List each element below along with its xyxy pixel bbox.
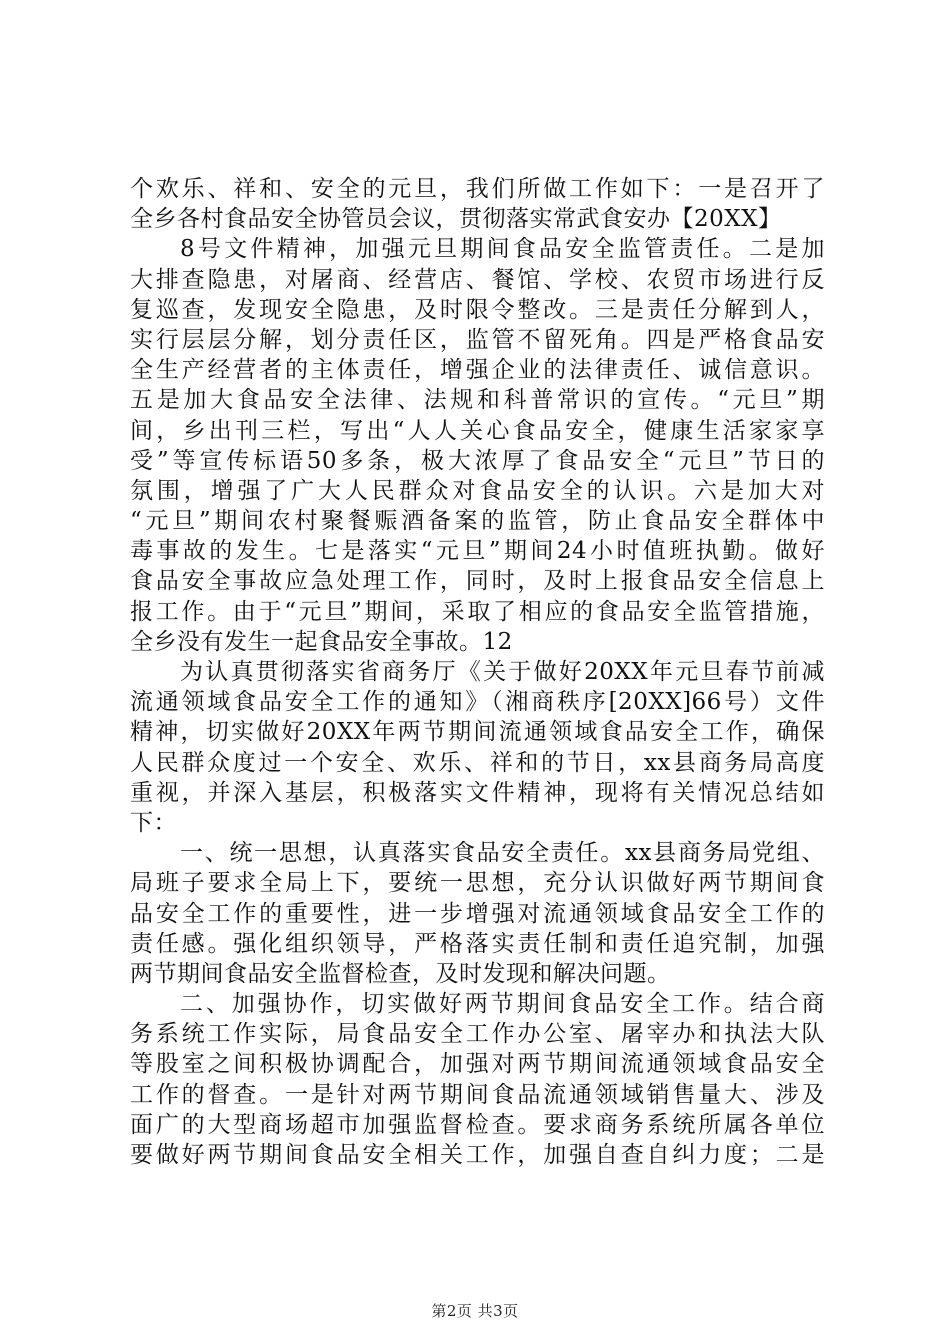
text-line: 五是加大食品安全法律、法规和科普常识的宣传。“元旦”期 <box>130 387 825 414</box>
text-line: 个欢乐、祥和、安全的元旦，我们所做工作如下：一是召开了 <box>130 176 825 202</box>
paragraph-p3 <box>130 657 825 838</box>
document-body <box>130 174 825 1170</box>
text-line: 重视，并深入基层，积极落实文件精神，现将有关情况总结如 <box>130 779 825 806</box>
paragraph-p1 <box>130 174 825 234</box>
paragraph-p2 <box>130 234 825 657</box>
text-line: 为认真贯彻落实省商务厅《关于做好20XX年元旦春节前减 <box>180 659 825 685</box>
paragraph-p5 <box>130 989 825 1170</box>
text-line: 全乡各村食品安全协管员会议，贯彻落实常武食安办【20XX】 <box>130 206 782 233</box>
text-line: 全生产经营者的主体责任，增强企业的法律责任、诚信意识。 <box>130 357 825 384</box>
text-line: “元旦”期间农村聚餐赈酒备案的监管，防止食品安全群体中 <box>130 508 825 535</box>
text-line: 实行层层分解，划分责任区，监管不留死角。四是严格食品安 <box>130 326 825 353</box>
text-line: 毒事故的发生。七是落实“元旦”期间24小时值班执勤。做好 <box>130 538 825 565</box>
text-line: 食品安全事故应急处理工作，同时，及时上报食品安全信息上 <box>130 568 825 595</box>
text-line: 局班子要求全局上下，要统一思想，充分认识做好两节期间食 <box>130 870 825 897</box>
text-line: 要做好两节期间食品安全相关工作，加强自查自纠力度；二是 <box>130 1142 825 1168</box>
text-line: 流通领域食品安全工作的通知》（湘商秩序[20XX]66号）文件 <box>130 689 825 716</box>
text-line: 8号文件精神，加强元旦期间食品安全监管责任。二是加 <box>180 236 825 263</box>
text-line: 全乡没有发生一起食品安全事故。12 <box>130 628 513 655</box>
text-line: 复巡查，发现安全隐患，及时限令整改。三是责任分解到人， <box>130 296 825 323</box>
text-line: 一、统一思想，认真落实食品安全责任。xx县商务局党组、 <box>180 840 825 867</box>
text-line: 两节期间食品安全监督检查，及时发现和解决问题。 <box>130 960 671 987</box>
text-line: 氛围，增强了广大人民群众对食品安全的认识。六是加大对 <box>130 477 825 504</box>
text-line: 品安全工作的重要性，进一步增强对流通领域食品安全工作的 <box>130 900 825 927</box>
page-number-label: 第2页 共3页 <box>431 1302 519 1320</box>
paragraph-p4 <box>130 838 825 989</box>
text-line: 务系统工作实际，局食品安全工作办公室、屠宰办和执法大队 <box>130 1021 825 1048</box>
page-footer <box>0 1300 950 1321</box>
text-line: 等股室之间积极协调配合，加强对两节期间流通领域食品安全 <box>130 1051 825 1078</box>
text-line: 受”等宣传标语50多条，极大浓厚了食品安全“元旦”节日的 <box>130 447 825 474</box>
text-line: 二、加强协作，切实做好两节期间食品安全工作。结合商 <box>180 991 825 1018</box>
text-line: 大排查隐患，对屠商、经营店、餐馆、学校、农贸市场进行反 <box>130 266 825 293</box>
text-line: 下： <box>130 809 177 836</box>
text-line: 工作的督查。一是针对两节期间食品流通领域销售量大、涉及 <box>130 1081 825 1108</box>
text-line: 面广的大型商场超市加强监督检查。要求商务系统所属各单位 <box>130 1111 825 1138</box>
text-line: 精神，切实做好20XX年两节期间流通领域食品安全工作，确保 <box>130 719 825 746</box>
text-line: 责任感。强化组织领导，严格落实责任制和责任追究制，加强 <box>130 930 825 957</box>
text-line: 报工作。由于“元旦”期间，采取了相应的食品安全监管措施， <box>130 598 825 625</box>
text-line: 间，乡出刊三栏，写出“人人关心食品安全，健康生活家家享 <box>130 417 825 444</box>
text-line: 人民群众度过一个安全、欢乐、祥和的节日，xx县商务局高度 <box>130 749 825 776</box>
